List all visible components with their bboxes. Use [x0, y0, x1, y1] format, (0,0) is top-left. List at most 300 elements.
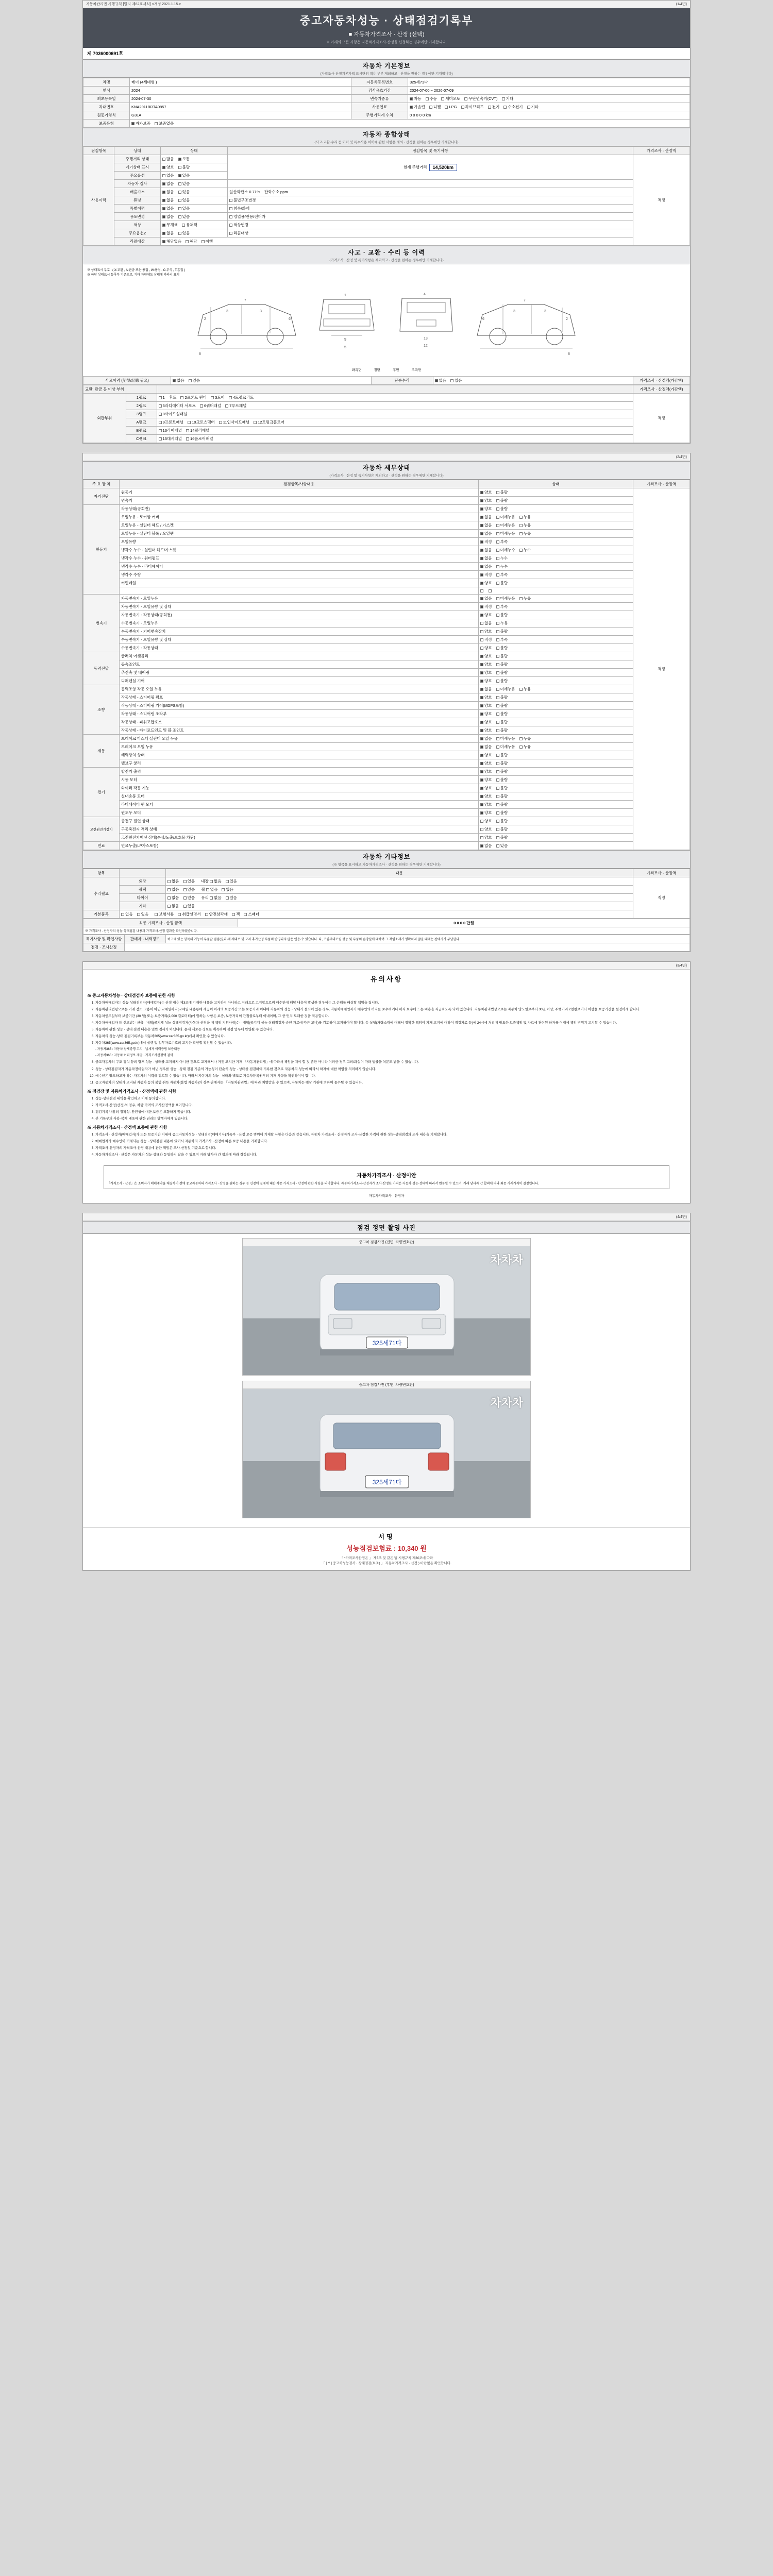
- checkbox-icon[interactable]: [496, 565, 499, 568]
- state-ok[interactable]: [480, 572, 492, 578]
- checkbox-icon[interactable]: [210, 880, 213, 883]
- opt-4-0[interactable]: [162, 189, 174, 195]
- checkbox-icon[interactable]: [489, 589, 492, 592]
- fuel-option-electric[interactable]: [488, 104, 500, 110]
- state-good[interactable]: [480, 489, 492, 495]
- checkbox-icon[interactable]: [496, 573, 499, 577]
- checkbox-icon[interactable]: [496, 663, 499, 666]
- other-opt-0-1[interactable]: [183, 878, 195, 884]
- checkbox-icon[interactable]: [496, 499, 499, 502]
- state-low[interactable]: [496, 580, 508, 586]
- checkbox-icon[interactable]: [480, 770, 483, 773]
- checkbox-icon[interactable]: [180, 396, 183, 399]
- state-micro[interactable]: [496, 522, 515, 528]
- inspect-blank[interactable]: [125, 943, 690, 952]
- checkbox-icon[interactable]: [496, 778, 499, 782]
- part-4[interactable]: [229, 395, 254, 400]
- state-bad[interactable]: [496, 653, 508, 659]
- checkbox-icon[interactable]: [480, 688, 483, 691]
- checkbox-icon[interactable]: [159, 404, 162, 408]
- fuel-option-hydrogen[interactable]: [503, 104, 523, 110]
- checkbox-icon[interactable]: [480, 605, 483, 608]
- state-good[interactable]: [480, 711, 492, 717]
- opt-6-1[interactable]: [178, 206, 190, 211]
- state-good[interactable]: [480, 588, 484, 593]
- checkbox-icon[interactable]: [519, 532, 523, 535]
- state-good[interactable]: [480, 727, 492, 733]
- checkbox-icon[interactable]: [496, 540, 499, 544]
- checkbox-icon[interactable]: [178, 199, 181, 202]
- state-leak[interactable]: [519, 514, 531, 520]
- transmission-option-manual[interactable]: [426, 96, 438, 101]
- car-view-front[interactable]: [308, 279, 385, 366]
- checkbox-icon[interactable]: [496, 516, 499, 519]
- state-micro[interactable]: [496, 531, 515, 536]
- checkbox-icon[interactable]: [222, 888, 225, 891]
- checkbox-icon[interactable]: [178, 913, 181, 916]
- opt-9-1[interactable]: [178, 230, 190, 236]
- checkbox-icon[interactable]: [480, 655, 483, 658]
- checkbox-icon[interactable]: [426, 97, 429, 100]
- checkbox-icon[interactable]: [496, 532, 499, 535]
- state-none[interactable]: [480, 514, 492, 520]
- state-bad[interactable]: [496, 719, 508, 725]
- checkbox-icon[interactable]: [162, 215, 165, 218]
- checkbox-icon[interactable]: [162, 158, 165, 161]
- state-bad[interactable]: [496, 489, 508, 495]
- warranty-option-none[interactable]: [155, 121, 174, 126]
- opt-0-1[interactable]: [178, 156, 190, 162]
- part-6[interactable]: [200, 403, 221, 409]
- opt-9-0[interactable]: [162, 230, 174, 236]
- checkbox-icon[interactable]: [178, 182, 181, 185]
- other-ropt-2-0[interactable]: [210, 895, 222, 901]
- part-15[interactable]: [159, 436, 182, 442]
- car-view-left[interactable]: [188, 279, 306, 366]
- acc-opt-1-0[interactable]: [435, 378, 447, 383]
- checkbox-icon[interactable]: [480, 614, 483, 617]
- fuel-option-lpg[interactable]: [445, 105, 457, 109]
- other-ropt-2-1[interactable]: [226, 895, 238, 901]
- other-ropt-1-1[interactable]: [222, 887, 233, 892]
- checkbox-icon[interactable]: [229, 207, 232, 210]
- part-12[interactable]: [254, 419, 284, 425]
- transmission-option-cvt[interactable]: [464, 96, 497, 101]
- checkbox-icon[interactable]: [480, 729, 483, 732]
- state-bad[interactable]: [496, 678, 508, 684]
- other-opt-2-0[interactable]: [167, 895, 179, 901]
- state-ok[interactable]: [480, 604, 492, 609]
- opt-5-1[interactable]: [178, 197, 190, 203]
- checkbox-icon[interactable]: [480, 745, 483, 749]
- state-good[interactable]: [480, 802, 492, 807]
- checkbox-icon[interactable]: [162, 199, 165, 202]
- checkbox-icon[interactable]: [435, 379, 438, 382]
- checkbox-icon[interactable]: [496, 844, 499, 848]
- state-ok[interactable]: [480, 580, 492, 586]
- checkbox-icon[interactable]: [480, 803, 483, 806]
- item-jack[interactable]: [232, 911, 240, 917]
- checkbox-icon[interactable]: [183, 896, 187, 900]
- state-bad[interactable]: [496, 703, 508, 708]
- item-manual[interactable]: [178, 911, 200, 917]
- warranty-option-self[interactable]: [131, 121, 150, 126]
- checkbox-icon[interactable]: [232, 913, 235, 916]
- photo-card-front[interactable]: [242, 1238, 531, 1376]
- state-good[interactable]: [480, 629, 492, 634]
- other-ropt-0-1[interactable]: [226, 878, 238, 884]
- checkbox-icon[interactable]: [480, 557, 483, 560]
- opt-2-0[interactable]: [162, 173, 174, 178]
- checkbox-icon[interactable]: [496, 721, 499, 724]
- checkbox-icon[interactable]: [188, 421, 191, 424]
- checkbox-icon[interactable]: [162, 191, 165, 194]
- state-none[interactable]: [480, 547, 492, 553]
- part-1[interactable]: [159, 395, 165, 400]
- state-micro[interactable]: [496, 736, 515, 741]
- state-bad[interactable]: [496, 802, 508, 807]
- checkbox-icon[interactable]: [480, 630, 483, 633]
- checkbox-icon[interactable]: [496, 820, 499, 823]
- part-2[interactable]: [180, 395, 206, 400]
- checkbox-icon[interactable]: [496, 795, 499, 798]
- state-bad[interactable]: [496, 826, 508, 832]
- checkbox-icon[interactable]: [183, 880, 187, 883]
- state-good[interactable]: [480, 612, 492, 618]
- checkbox-icon[interactable]: [219, 421, 222, 424]
- illegal-mod[interactable]: [229, 197, 256, 203]
- opt-3-0[interactable]: [162, 181, 174, 187]
- opt-1-1[interactable]: [178, 164, 190, 170]
- part-5[interactable]: [159, 403, 196, 409]
- checkbox-icon[interactable]: [480, 680, 483, 683]
- state-none[interactable]: [480, 531, 492, 536]
- checkbox-icon[interactable]: [480, 795, 483, 798]
- opt-10-1[interactable]: [186, 239, 197, 244]
- state-good[interactable]: [480, 678, 492, 684]
- checkbox-icon[interactable]: [480, 647, 483, 650]
- checkbox-icon[interactable]: [441, 97, 444, 100]
- checkbox-icon[interactable]: [480, 582, 483, 585]
- state-micro[interactable]: [496, 744, 515, 750]
- checkbox-icon[interactable]: [480, 491, 483, 494]
- checkbox-icon[interactable]: [480, 532, 483, 535]
- checkbox-icon[interactable]: [519, 549, 523, 552]
- opt-8-1[interactable]: [182, 222, 197, 228]
- checkbox-icon[interactable]: [178, 232, 181, 235]
- car-view-right[interactable]: [467, 279, 585, 366]
- state-good[interactable]: [480, 703, 492, 708]
- car-view-rear[interactable]: [388, 279, 465, 366]
- checkbox-icon[interactable]: [496, 745, 499, 749]
- checkbox-icon[interactable]: [480, 820, 483, 823]
- checkbox-icon[interactable]: [480, 524, 483, 527]
- checkbox-icon[interactable]: [496, 614, 499, 617]
- state-bad[interactable]: [496, 769, 508, 774]
- state-micro[interactable]: [496, 686, 515, 692]
- checkbox-icon[interactable]: [186, 240, 189, 243]
- state-none[interactable]: [480, 522, 492, 528]
- checkbox-icon[interactable]: [480, 696, 483, 699]
- opt-2-1[interactable]: [178, 173, 190, 178]
- state-bad[interactable]: [496, 662, 508, 667]
- state-low[interactable]: [496, 604, 508, 609]
- photo-card-rear[interactable]: [242, 1381, 531, 1518]
- checkbox-icon[interactable]: [178, 166, 181, 169]
- checkbox-icon[interactable]: [226, 896, 229, 900]
- state-good[interactable]: [480, 506, 492, 512]
- opt-4-1[interactable]: [178, 189, 190, 195]
- checkbox-icon[interactable]: [178, 191, 181, 194]
- checkbox-icon[interactable]: [496, 836, 499, 839]
- state-bad[interactable]: [496, 711, 508, 717]
- usage-rental[interactable]: [229, 214, 265, 219]
- checkbox-icon[interactable]: [229, 232, 232, 235]
- opt-6-0[interactable]: [162, 206, 174, 211]
- part-14[interactable]: [186, 428, 209, 433]
- checkbox-icon[interactable]: [496, 787, 499, 790]
- acc-opt-0-1[interactable]: [189, 378, 200, 383]
- opt-7-0[interactable]: [162, 214, 174, 219]
- state-good[interactable]: [480, 810, 492, 816]
- state-none[interactable]: [480, 744, 492, 750]
- fuel-option-gasoline[interactable]: [410, 104, 425, 110]
- checkbox-icon[interactable]: [496, 638, 499, 641]
- state-good[interactable]: [480, 694, 492, 700]
- other-opt-3-1[interactable]: [183, 903, 195, 909]
- checkbox-icon[interactable]: [480, 811, 483, 815]
- checkbox-icon[interactable]: [131, 122, 135, 125]
- checkbox-icon[interactable]: [450, 379, 453, 382]
- state-good[interactable]: [480, 645, 492, 651]
- checkbox-icon[interactable]: [159, 437, 162, 440]
- checkbox-icon[interactable]: [496, 696, 499, 699]
- state-leak[interactable]: [519, 736, 531, 741]
- transmission-option-etc[interactable]: [502, 96, 514, 101]
- state-bad[interactable]: [496, 810, 508, 816]
- checkbox-icon[interactable]: [159, 429, 162, 432]
- checkbox-icon[interactable]: [503, 106, 507, 109]
- fuel-option-etc[interactable]: [527, 104, 539, 110]
- state-bad[interactable]: [496, 506, 508, 512]
- checkbox-icon[interactable]: [496, 597, 499, 600]
- state-good[interactable]: [480, 769, 492, 774]
- state-bad[interactable]: [496, 629, 508, 634]
- checkbox-icon[interactable]: [178, 174, 181, 177]
- checkbox-icon[interactable]: [480, 671, 483, 674]
- state-leak[interactable]: [519, 686, 531, 692]
- state-good[interactable]: [480, 785, 492, 791]
- checkbox-icon[interactable]: [480, 762, 483, 765]
- checkbox-icon[interactable]: [496, 507, 499, 511]
- part-16[interactable]: [186, 436, 213, 442]
- checkbox-icon[interactable]: [162, 224, 165, 227]
- checkbox-icon[interactable]: [480, 787, 483, 790]
- state-bad[interactable]: [496, 498, 508, 503]
- state-leak[interactable]: [496, 564, 508, 569]
- opt-3-1[interactable]: [178, 181, 190, 187]
- item-triangle[interactable]: [205, 911, 228, 917]
- checkbox-icon[interactable]: [496, 671, 499, 674]
- checkbox-icon[interactable]: [183, 905, 187, 908]
- checkbox-icon[interactable]: [121, 913, 124, 916]
- checkbox-icon[interactable]: [496, 770, 499, 773]
- checkbox-icon[interactable]: [162, 232, 165, 235]
- checkbox-icon[interactable]: [229, 396, 232, 399]
- state-bad[interactable]: [496, 752, 508, 758]
- checkbox-icon[interactable]: [480, 778, 483, 782]
- checkbox-icon[interactable]: [480, 589, 483, 592]
- state-leak[interactable]: [519, 596, 531, 601]
- transmission-option-auto[interactable]: [410, 96, 422, 101]
- state-leak[interactable]: [496, 620, 508, 626]
- opt-8-0[interactable]: [162, 222, 178, 228]
- checkbox-icon[interactable]: [496, 737, 499, 740]
- checkbox-icon[interactable]: [480, 507, 483, 511]
- checkbox-icon[interactable]: [186, 429, 189, 432]
- part-8[interactable]: [159, 411, 188, 417]
- checkbox-icon[interactable]: [496, 828, 499, 831]
- checkbox-icon[interactable]: [519, 737, 523, 740]
- checkbox-icon[interactable]: [162, 240, 165, 243]
- flood-fire[interactable]: [229, 206, 249, 211]
- checkbox-icon[interactable]: [189, 379, 192, 382]
- checkbox-icon[interactable]: [155, 122, 158, 125]
- state-bad[interactable]: [496, 645, 508, 651]
- other-opt-2-1[interactable]: [183, 895, 195, 901]
- checkbox-icon[interactable]: [410, 97, 413, 100]
- recall-target[interactable]: [229, 230, 248, 236]
- state-bad[interactable]: [496, 694, 508, 700]
- other-opt-3-0[interactable]: [167, 903, 179, 909]
- checkbox-icon[interactable]: [167, 896, 171, 900]
- state-none[interactable]: [480, 555, 492, 561]
- checkbox-icon[interactable]: [206, 888, 209, 891]
- opt-7-1[interactable]: [178, 214, 190, 219]
- acc-opt-1-1[interactable]: [450, 378, 462, 383]
- checkbox-icon[interactable]: [480, 540, 483, 544]
- checkbox-icon[interactable]: [496, 754, 499, 757]
- checkbox-icon[interactable]: [519, 597, 523, 600]
- state-good[interactable]: [480, 662, 492, 667]
- state-bad[interactable]: [489, 588, 493, 593]
- checkbox-icon[interactable]: [496, 811, 499, 815]
- checkbox-icon[interactable]: [167, 888, 171, 891]
- state-low[interactable]: [496, 539, 508, 545]
- item-spanner[interactable]: [244, 911, 259, 917]
- state-bad[interactable]: [496, 835, 508, 840]
- checkbox-icon[interactable]: [178, 207, 181, 210]
- state-good[interactable]: [480, 826, 492, 832]
- checkbox-icon[interactable]: [205, 913, 208, 916]
- state-none[interactable]: [480, 596, 492, 601]
- checkbox-icon[interactable]: [229, 215, 232, 218]
- state-leak[interactable]: [519, 531, 531, 536]
- checkbox-icon[interactable]: [464, 97, 467, 100]
- state-good[interactable]: [480, 760, 492, 766]
- checkbox-icon[interactable]: [210, 896, 213, 900]
- state-none[interactable]: [480, 686, 492, 692]
- part-9[interactable]: [159, 419, 183, 425]
- part-7[interactable]: [225, 403, 246, 409]
- checkbox-icon[interactable]: [519, 516, 523, 519]
- state-good[interactable]: [480, 752, 492, 758]
- fuel-option-hybrid[interactable]: [461, 104, 484, 110]
- state-ok[interactable]: [480, 539, 492, 545]
- checkbox-icon[interactable]: [496, 549, 499, 552]
- checkbox-icon[interactable]: [496, 803, 499, 806]
- state-good[interactable]: [480, 777, 492, 783]
- state-low[interactable]: [496, 572, 508, 578]
- state-micro[interactable]: [496, 596, 515, 601]
- checkbox-icon[interactable]: [480, 516, 483, 519]
- checkbox-icon[interactable]: [496, 704, 499, 707]
- state-bad[interactable]: [496, 818, 508, 824]
- checkbox-icon[interactable]: [159, 396, 162, 399]
- checkbox-icon[interactable]: [445, 106, 448, 109]
- part-13[interactable]: [159, 428, 182, 433]
- checkbox-icon[interactable]: [480, 836, 483, 839]
- checkbox-icon[interactable]: [502, 97, 505, 100]
- checkbox-icon[interactable]: [461, 106, 464, 109]
- checkbox-icon[interactable]: [201, 240, 205, 243]
- checkbox-icon[interactable]: [254, 421, 257, 424]
- other-opt-1-1[interactable]: [183, 887, 195, 892]
- checkbox-icon[interactable]: [480, 622, 483, 625]
- checkbox-icon[interactable]: [496, 622, 499, 625]
- checkbox-icon[interactable]: [496, 630, 499, 633]
- checkbox-icon[interactable]: [137, 913, 140, 916]
- checkbox-icon[interactable]: [480, 663, 483, 666]
- state-good[interactable]: [480, 835, 492, 840]
- color-changed[interactable]: [229, 222, 248, 228]
- opt-5-0[interactable]: [162, 197, 174, 203]
- checkbox-icon[interactable]: [225, 404, 228, 408]
- state-ok[interactable]: [480, 637, 492, 642]
- checkbox-icon[interactable]: [496, 655, 499, 658]
- checkbox-icon[interactable]: [496, 762, 499, 765]
- checkbox-icon[interactable]: [244, 913, 247, 916]
- state-bad[interactable]: [496, 793, 508, 799]
- checkbox-icon[interactable]: [480, 597, 483, 600]
- state-none[interactable]: [480, 736, 492, 741]
- checkbox-icon[interactable]: [162, 207, 165, 210]
- state-micro[interactable]: [496, 514, 515, 520]
- checkbox-icon[interactable]: [173, 379, 176, 382]
- checkbox-icon[interactable]: [167, 905, 171, 908]
- checkbox-icon[interactable]: [496, 680, 499, 683]
- checkbox-icon[interactable]: [229, 224, 232, 227]
- checkbox-icon[interactable]: [178, 215, 181, 218]
- other-opt-1-0[interactable]: [167, 887, 179, 892]
- checkbox-icon[interactable]: [496, 647, 499, 650]
- basic-items-none[interactable]: [121, 911, 133, 917]
- state-none[interactable]: [480, 843, 492, 849]
- state-leak[interactable]: [519, 522, 531, 528]
- opt-1-0[interactable]: [162, 164, 174, 170]
- state-none[interactable]: [480, 564, 492, 569]
- checkbox-icon[interactable]: [488, 106, 491, 109]
- acc-opt-0-0[interactable]: [173, 378, 184, 383]
- checkbox-icon[interactable]: [162, 166, 165, 169]
- checkbox-icon[interactable]: [496, 524, 499, 527]
- state-good[interactable]: [480, 653, 492, 659]
- state-good[interactable]: [480, 498, 492, 503]
- state-good[interactable]: [480, 670, 492, 675]
- checkbox-icon[interactable]: [178, 158, 181, 161]
- checkbox-icon[interactable]: [496, 688, 499, 691]
- state-bad[interactable]: [496, 760, 508, 766]
